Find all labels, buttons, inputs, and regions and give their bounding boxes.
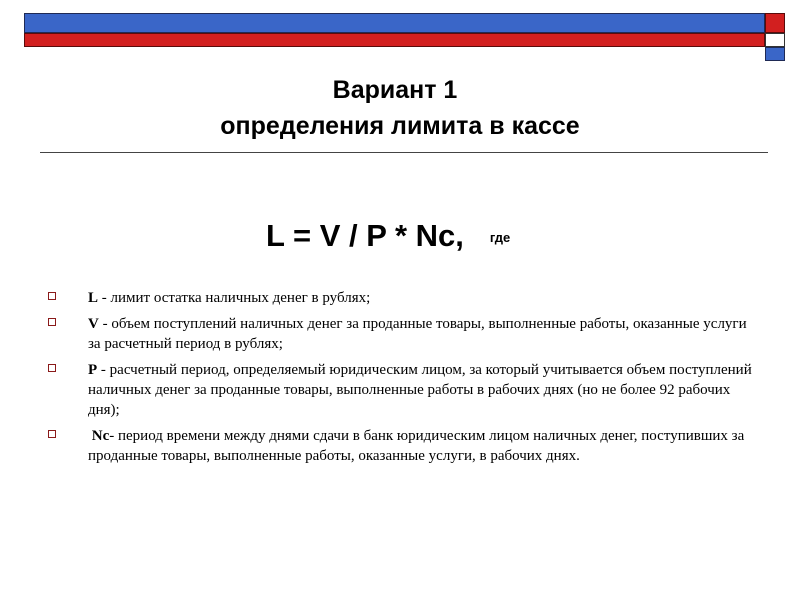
list-item: [48, 288, 760, 308]
definition-text: - расчетный период, определяемый юридическим лицом, за который учитывается объем поступлений наличных денег за проданные товары, выполненные работы в рабочих днях (но не более 92 рабочих дня);: [88, 362, 752, 418]
definition-text: - период времени между днями сдачи в банк юридическим лицом наличных денег, поступивших за проданные товары, выполненные работы, оказанные услуги, в рабочих днях.: [88, 428, 745, 464]
formula-suffix: где: [489, 230, 511, 245]
corner-white-square: [765, 33, 785, 47]
list-item: [48, 426, 760, 466]
definition-term: V: [88, 316, 99, 332]
list-item: [48, 314, 760, 354]
definition-text: - объем поступлений наличных денег за проданные товары, выполненные работы, оказанные услуги за расчетный период в рублях;: [88, 316, 747, 352]
header-red-bar: [24, 33, 765, 47]
corner-red-square: [765, 13, 785, 33]
square-bullet-icon: [48, 292, 56, 300]
title-divider: [40, 152, 768, 153]
header-blue-bar: [24, 13, 765, 33]
definition-term: L: [88, 290, 99, 306]
definition-term: P: [88, 362, 98, 378]
square-bullet-icon: [48, 364, 56, 372]
formula: [266, 218, 510, 254]
corner-blue-square: [765, 47, 785, 61]
list-item: [48, 360, 760, 420]
square-bullet-icon: [48, 430, 56, 438]
square-bullet-icon: [48, 318, 56, 326]
formula-expression: L = V / P * Nc,: [266, 218, 464, 253]
definition-term: Nc: [88, 428, 110, 444]
slide-title-line1: Вариант 1: [332, 76, 458, 104]
definition-text: - лимит остатка наличных денег в рублях;: [98, 290, 371, 306]
slide-title-line2: определения лимита в кассе: [220, 112, 580, 140]
definitions-list: [48, 288, 760, 472]
